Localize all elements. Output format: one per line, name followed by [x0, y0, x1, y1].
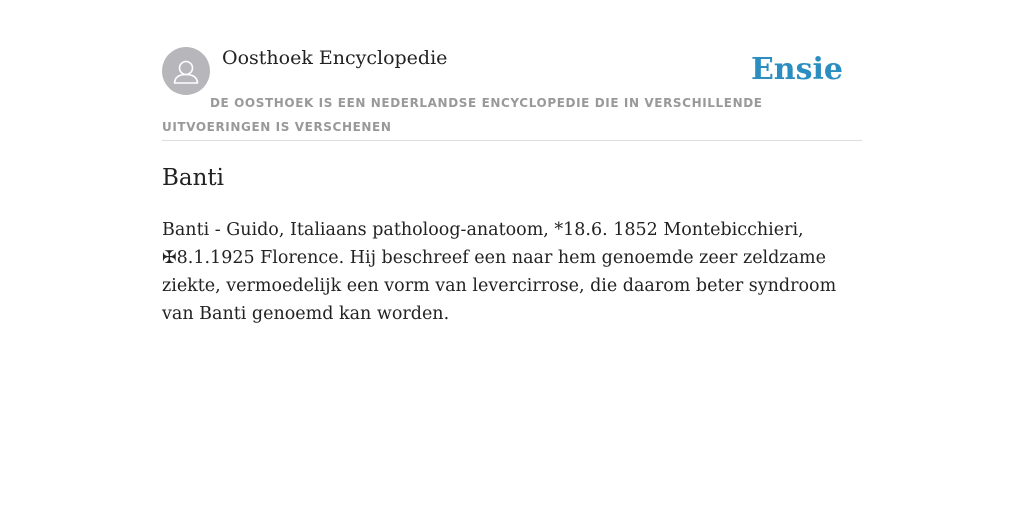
header — [162, 46, 862, 141]
site-name-link[interactable]: Oosthoek Encyclopedie — [222, 47, 448, 69]
brand-logo-link[interactable]: Ensie — [750, 52, 843, 87]
entry-body: Banti - Guido, Italiaans patholoog-anatoom, *18.6. 1852 Montebicchieri, ✠8.1.1925 Florence. Hij beschreef een naar hem genoemde zeer zeldzame ziekte, vermoedelijk een vorm van levercirrose, die daarom beter syndroom van Banti genoemd kan worden. — [162, 220, 837, 324]
person-icon — [162, 47, 210, 95]
entry-title: Banti — [162, 165, 225, 191]
user-avatar-icon[interactable] — [162, 47, 210, 95]
site-tagline: DE OOSTHOEK IS EEN NEDERLANDSE ENCYCLOPEDIE DIE IN VERSCHILLENDE UITVOERINGEN IS VERSCHENEN — [162, 96, 763, 134]
